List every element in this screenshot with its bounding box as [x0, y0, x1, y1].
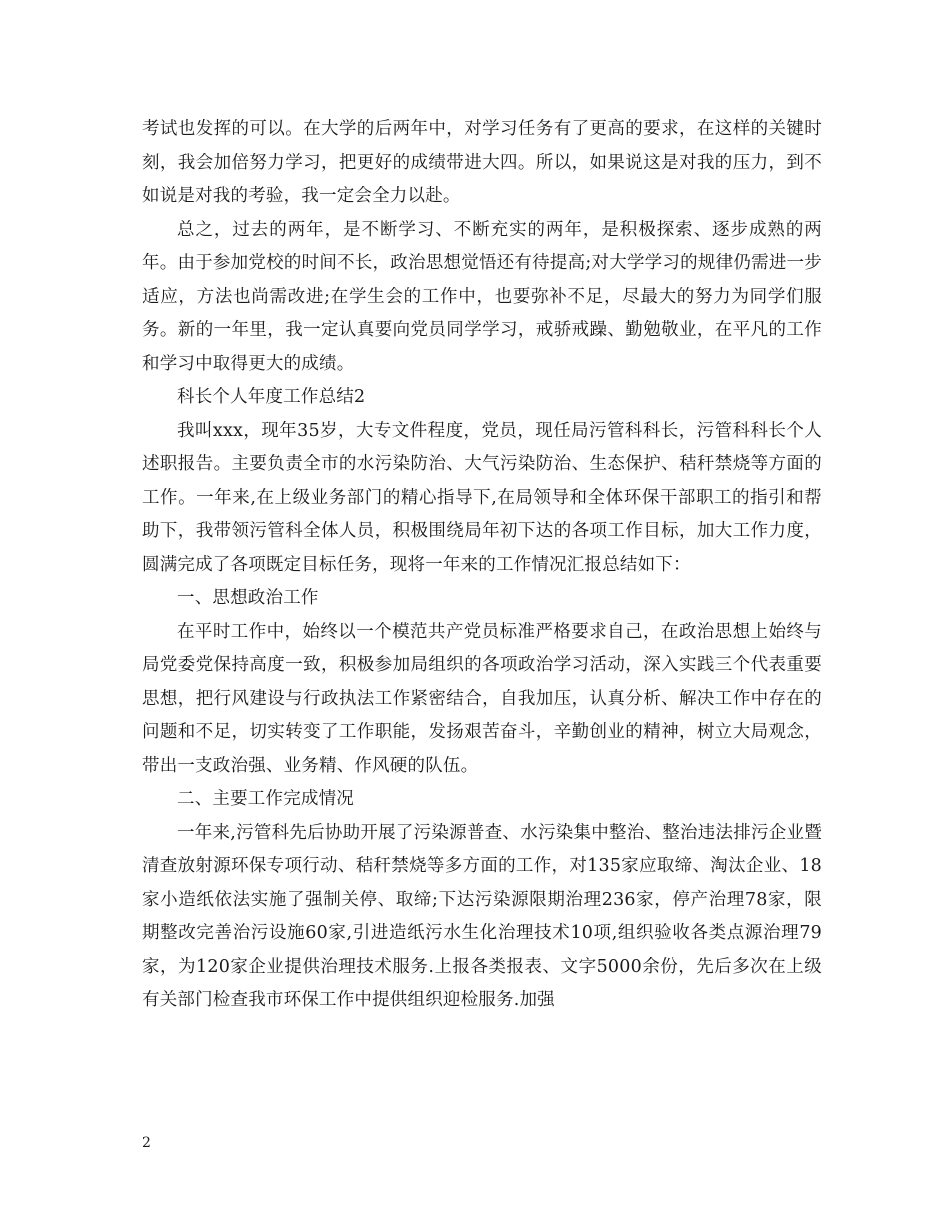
paragraph-5: 一年来,污管科先后协助开展了污染源普查、水污染集中整治、整治违法排污企业暨清查放射源环保专项行动、秸秆禁烧等多方面的工作，对135家应取缔、淘汰企业、18家小造纸依法实施了强制关停、取缔;下达污染源限期治理236家，停产治理78家，限期整改完善治污设施60家,引进造纸污水生化治理技术10项,组织验收各类点源治理79家，为120家企业提供治理技术服务.上报各类报表、文字5000余份，先后多次在上级有关部门检查我市环保工作中提供组织迎检服务.加强 [142, 822, 822, 1010]
document-body [142, 113, 822, 1018]
section-heading-political-work: 一、思想政治工作 [177, 588, 319, 608]
paragraph-1: 考试也发挥的可以。在大学的后两年中，对学习任务有了更高的要求，在这样的关键时刻，我会加倍努力学习，把更好的成绩带进大四。所以，如果说这是对我的压力，到不如说是对我的考验，我一定会全力以赴。 [142, 119, 822, 206]
section-heading-report-2: 科长个人年度工作总结2 [177, 387, 366, 407]
page-number: 2 [142, 1135, 151, 1151]
paragraph-3: 我叫xxx，现年35岁，大专文件程度，党员，现任局污管科科长，污管科科长个人述职报告。主要负责全市的水污染防治、大气污染防治、生态保护、秸秆禁烧等方面的工作。一年来,在上级业务部门的精心指导下,在局领导和全体环保干部职工的指引和帮助下，我带领污管科全体人员，积极围绕局年初下达的各项工作目标，加大工作力度，圆满完成了各项既定目标任务，现将一年来的工作情况汇报总结如下： [142, 420, 822, 575]
paragraph-4: 在平时工作中，始终以一个模范共产党员标准严格要求自己，在政治思想上始终与局党委党保持高度一致，积极参加局组织的各项政治学习活动，深入实践三个代表重要思想，把行风建设与行政执法工作紧密结合，自我加压，认真分析、解决工作中存在的问题和不足，切实转变了工作职能，发扬艰苦奋斗，辛勤创业的精神，树立大局观念，带出一支政治强、业务精、作风硬的队伍。 [142, 621, 822, 776]
section-heading-main-work: 二、主要工作完成情况 [177, 789, 354, 809]
paragraph-2: 总之，过去的两年，是不断学习、不断充实的两年，是积极探索、逐步成熟的两年。由于参加党校的时间不长，政治思想觉悟还有待提高;对大学学习的规律仍需进一步适应，方法也尚需改进;在学生会的工作中，也要弥补不足，尽最大的努力为同学们服务。新的一年里，我一定认真要向党员同学学习，戒骄戒躁、勤勉敬业，在平凡的工作和学习中取得更大的成绩。 [142, 219, 822, 374]
